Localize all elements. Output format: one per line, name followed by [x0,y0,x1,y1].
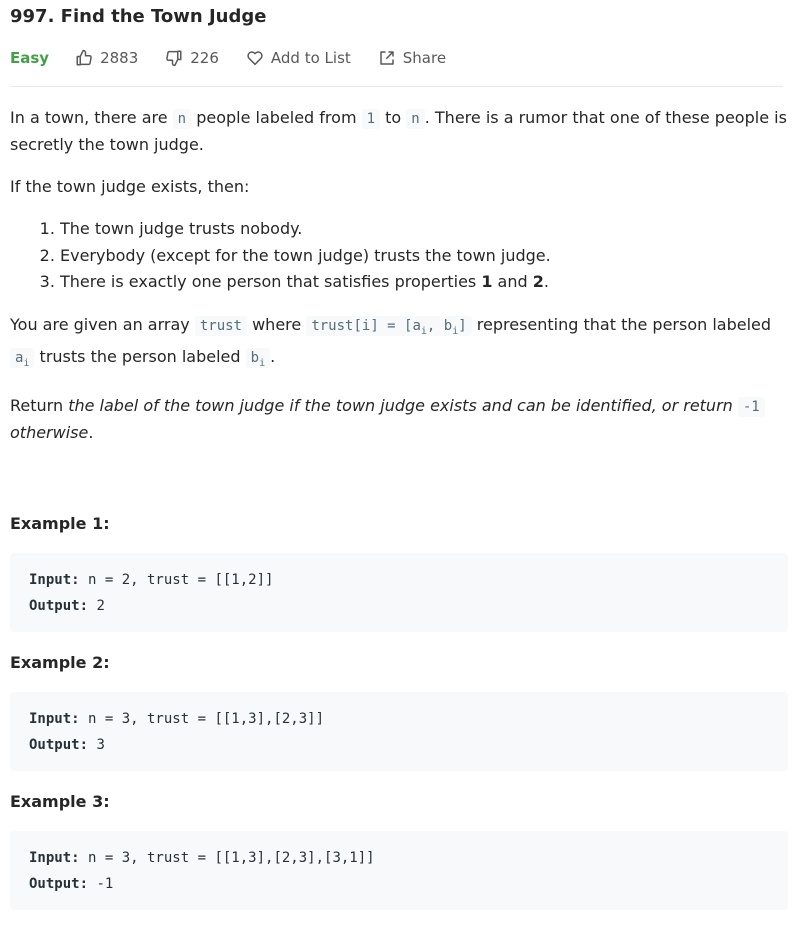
thumbs-up-icon [75,49,93,67]
example-code-block: Input: n = 2, trust = [[1,2]] Output: 2 [10,553,788,632]
list-item: 3. There is exactly one person that satisfies properties 1 and 2. [60,269,788,296]
properties-list [10,216,788,296]
inline-code: n [173,109,191,129]
example-2 [10,650,788,771]
like-count: 2883 [100,49,139,67]
example-code-block: Input: n = 3, trust = [[1,3],[2,3],[3,1]] Output: -1 [10,831,788,910]
example-3 [10,789,788,910]
example-1 [10,511,788,632]
description-paragraph-2: If the town judge exists, then: [10,177,250,196]
description-paragraph-4: Return the label of the town judge if the town judge exists and can be identified, or return -1 otherwise. [10,393,788,446]
dislike-button[interactable] [165,49,219,67]
problem-description [10,105,788,928]
dislike-count: 226 [190,49,219,67]
problem-title: 997. Find the Town Judge [10,6,267,27]
description-paragraph-1: In a town, there are n people labeled from 1 to n . There is a rumor that one of these people is secretly the town judge. [10,108,787,154]
like-button[interactable] [75,49,138,67]
inline-code: trust [195,316,247,336]
difficulty-badge: Easy [10,49,50,67]
example-title: Example 2: [10,653,110,673]
description-paragraph-3: You are given an array trust where trust[i] = [$a_i$, $b_i$] representing that the person labeled $a_i$ trusts the person labeled $b_i$ . [10,314,772,370]
header-divider [10,86,783,87]
problem-meta-bar [10,47,473,69]
spacer [10,462,788,511]
inline-code: 1 [362,109,380,129]
share-button[interactable] [378,49,446,67]
list-item: 2. Everybody (except for the town judge) trusts the town judge. [60,243,788,270]
list-item: 1. The town judge trusts nobody. [60,216,788,243]
share-icon [378,49,396,67]
inline-code: trust[i] = [$a_i$, $b_i$] [306,316,471,336]
thumbs-down-icon [165,49,183,67]
inline-code: $a_i$ [10,348,34,368]
inline-code: $b_i$ [246,348,270,368]
add-to-list-label: Add to List [270,49,351,67]
example-title: Example 3: [10,792,110,812]
inline-code: n [406,109,424,129]
share-label: Share [402,49,447,67]
inline-code: -1 [738,397,765,417]
example-title: Example 1: [10,514,110,534]
add-to-list-button[interactable] [246,49,351,67]
heart-icon [246,49,264,67]
example-code-block: Input: n = 3, trust = [[1,3],[2,3]] Output: 3 [10,692,788,771]
